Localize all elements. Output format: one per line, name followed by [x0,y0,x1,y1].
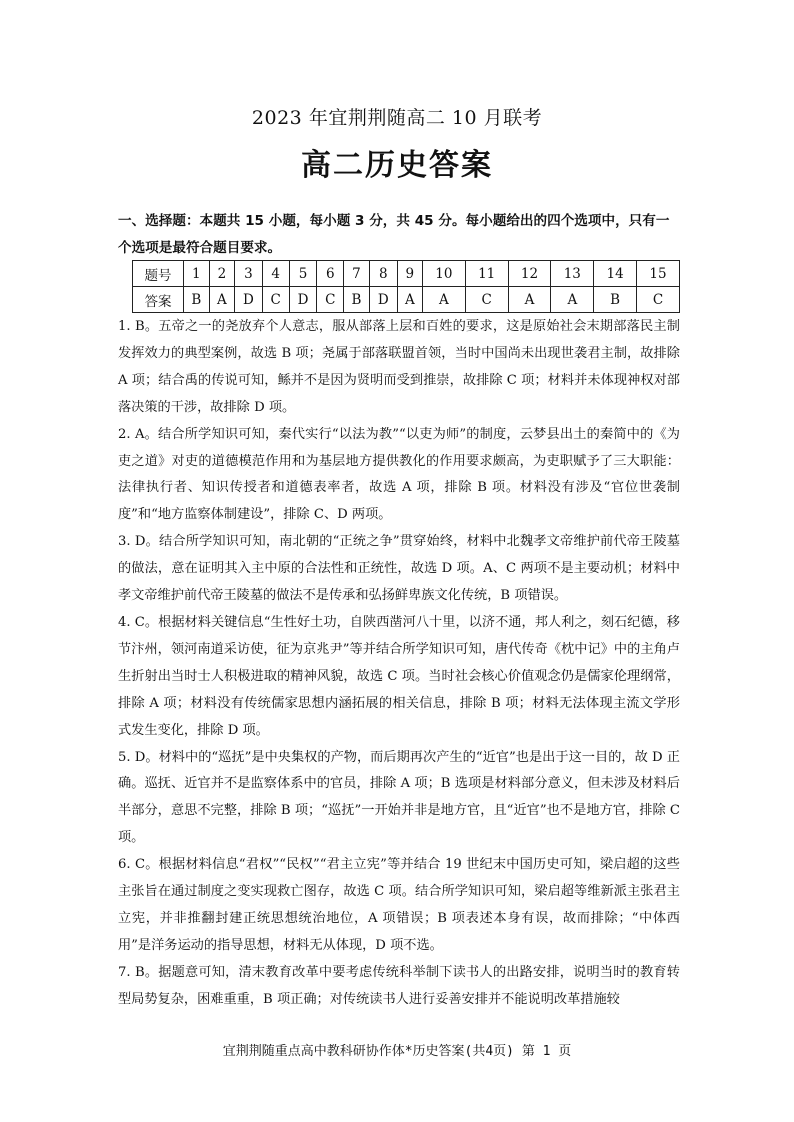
question-number: 11 [465,261,508,287]
question-number: 8 [369,261,397,287]
answer-table [132,260,680,313]
answer-letter: D [289,287,317,313]
answer-letter: A [551,287,594,313]
question-number: 4 [262,261,289,287]
answer-letter: A [422,287,465,313]
section-heading: 一、选择题：本题共 15 小题，每小题 3 分，共 45 分。每小题给出的四个选项中，只有一个选项是最符合题目要求。 [118,213,670,256]
answer-letter: D [235,287,263,313]
explanation-paragraph: 3. D。结合所学知识可知，南北朝的“正统之争”贯穿始终，材料中北魏孝文帝维护前代帝王陵墓的做法，意在证明其入主中原的合法性和正统性，故选 D 项。A、C 两项不是主要动机；材料中孝文帝维护前代帝王陵墓的做法不是传承和弘扬鲜卑族文化传统，B 项错误。 [118,534,680,604]
question-number: 7 [344,261,370,287]
answer-letter: C [317,287,344,313]
question-number: 6 [317,261,344,287]
answer-letter: B [594,287,637,313]
answer-letter: A [508,287,551,313]
explanation-paragraph: 2. A。结合所学知识可知，秦代实行“以法为教”“以吏为师”的制度，云梦县出土的秦简中的《为吏之道》对吏的道德模范作用和为基层地方提供教化的作用要求颇高，为吏职赋予了三大职能：法律执行者、知识传授者和道德表率者，故选 A 项，排除 B 项。材料没有涉及“官位世袭制度”和“地方监察体制建设”，排除 C、D 两项。 [118,426,680,523]
explanation-paragraph: 4. C。根据材料关键信息“生性好土功，自陕西凿河八十里，以济不通，邦人利之，刻石纪德，移节汴州，领河南道采访使，征为京兆尹”等并结合所学知识可知，唐代传奇《枕中记》中的主角卢生折射出当时士人积极进取的精神风貌，故选 C 项。当时社会核心价值观念仍是儒家伦理纲常，排除 A 项；材料没有传统儒家思想内涵拓展的相关信息，排除 B 项；材料无法体现主流文学形式发生变化，排除 D 项。 [118,614,680,738]
question-number-row [133,261,680,287]
row-label-question: 题号 [133,261,184,287]
answer-letter: C [262,287,289,313]
question-number: 2 [209,261,234,287]
explanation-paragraph: 6. C。根据材料信息“君权”“民权”“君主立宪”等并结合 19 世纪末中国历史可知，梁启超的这些主张旨在通过制度之变实现救亡图存，故选 C 项。结合所学知识可知，梁启超等维新派主张君主立宪，并非推翻封建正统思想统治地位，A 项错误；B 项表述本身有误，故而排除；“中体西用”是洋务运动的指导思想，材料无从体现，D 项不选。 [118,857,680,953]
explanation-paragraph: 7. B。据题意可知，清末教育改革中要考虑传统科举制下读书人的出路安排，说明当时的教育转型局势复杂，困难重重，B 项正确；对传统读书人进行妥善安排并不能说明改革措施较 [118,964,680,1007]
explanations [118,314,680,1014]
question-number: 14 [594,261,637,287]
row-label-answer: 答案 [133,287,184,313]
page-title: 高二历史答案 [301,148,493,183]
explanation-paragraph: 5. D。材料中的“巡抚”是中央集权的产物，而后期再次产生的“近官”也是出于这一目的，故 D 正确。巡抚、近官并不是监察体系中的官员，排除 A 项；B 选项是材料部分意义，但未涉及材料后半部分，意思不完整，排除 B 项；“巡抚”一开始并非是地方官，且“近官”也不是地方官，排除 C 项。 [118,749,680,846]
question-number: 3 [235,261,263,287]
question-number: 12 [508,261,551,287]
answer-letter: D [369,287,397,313]
answer-row [133,287,680,313]
answer-letter: A [209,287,234,313]
question-number: 1 [184,261,210,287]
explanation-paragraph: 1. B。五帝之一的尧放弃个人意志，服从部落上层和百姓的要求，这是原始社会末期部落民主制发挥效力的典型案例，故选 B 项；尧属于部落联盟首领，当时中国尚未出现世袭君主制，故排除 A 项；结合禹的传说可知，鲧并不是因为贤明而受到推崇，故排除 C 项；材料并未体现神权对部落决策的干涉，故排除 D 项。 [118,319,680,415]
answer-letter: C [637,287,680,313]
question-number: 5 [289,261,317,287]
question-number: 10 [422,261,465,287]
exam-name: 2023 年宜荆荆随高二 10 月联考 [251,107,543,129]
answer-letter: C [465,287,508,313]
question-number: 9 [397,261,422,287]
answer-letter: A [397,287,422,313]
page-footer: 宜荆荆随重点高中教科研协作体*历史答案(共4页) 第 1 页 [222,1044,572,1059]
answer-letter: B [344,287,370,313]
question-number: 13 [551,261,594,287]
answer-letter: B [184,287,210,313]
question-number: 15 [637,261,680,287]
